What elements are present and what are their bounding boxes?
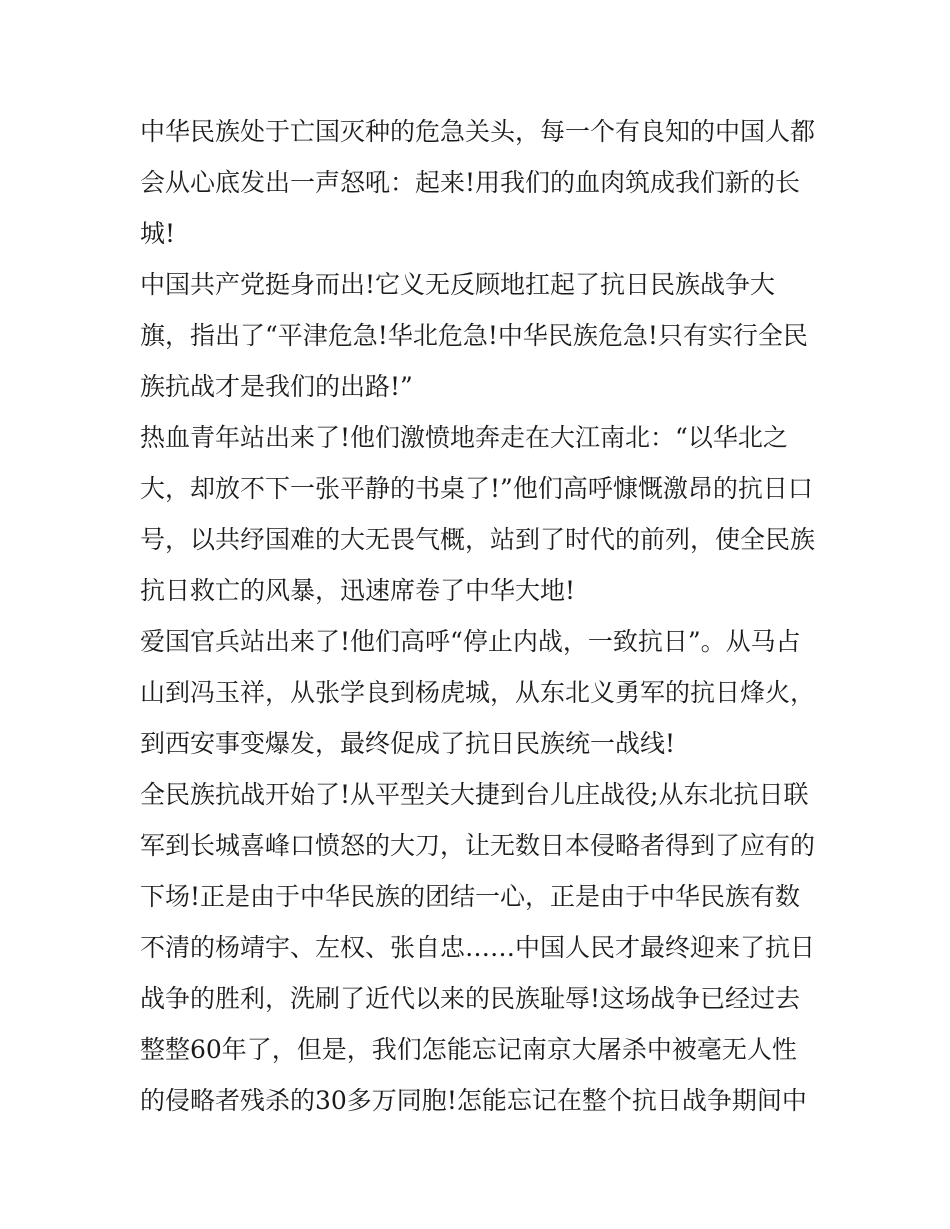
text-line: 中国共产党挺身而出!它义无反顾地扛起了抗日民族战争大	[140, 270, 776, 299]
document-body	[140, 106, 820, 1126]
text-line: 中华民族处于亡国灭种的危急关头，每一个有良知的中国人都	[140, 117, 816, 146]
text-line: 战争的胜利，洗刷了近代以来的民族耻辱!这场战争已经过去	[140, 984, 801, 1013]
text-line: 会从心底发出一声怒吼：起来!用我们的血肉筑成我们新的长	[140, 168, 801, 197]
text-line: 爱国官兵站出来了!他们高呼“停止内战，一致抗日”。从马占	[140, 627, 801, 656]
text-line: 整整60年了，但是，我们怎能忘记南京大屠杀中被毫无人性	[140, 1035, 797, 1064]
text-line: 大，却放不下一张平静的书桌了!”他们高呼慷慨激昂的抗日口	[140, 474, 813, 503]
text-line: 山到冯玉祥，从张学良到杨虎城，从东北义勇军的抗日烽火，	[140, 678, 816, 707]
text-line: 族抗战才是我们的出路!”	[140, 372, 413, 401]
text-line: 到西安事变爆发，最终促成了抗日民族统一战线!	[140, 729, 676, 758]
text-line: 下场!正是由于中华民族的团结一心，正是由于中华民族有数	[140, 882, 801, 911]
text-line: 城!	[140, 219, 176, 248]
text-line: 旗，指出了“平津危急!华北危急!中华民族危急!只有实行全民	[140, 321, 808, 350]
text-line: 不清的杨靖宇、左权、张自忠……中国人民才最终迎来了抗日	[140, 933, 816, 962]
text-line: 军到长城喜峰口愤怒的大刀，让无数日本侵略者得到了应有的	[140, 831, 816, 860]
text-line: 号，以共纾国难的大无畏气概，站到了时代的前列，使全民族	[140, 525, 816, 554]
text-line: 全民族抗战开始了!从平型关大捷到台儿庄战役;从东北抗日联	[140, 780, 809, 809]
text-line: 抗日救亡的风暴，迅速席卷了中华大地!	[140, 576, 576, 605]
text-line: 热血青年站出来了!他们激愤地奔走在大江南北：“以华北之	[140, 423, 788, 452]
text-line: 的侵略者残杀的30多万同胞!怎能忘记在整个抗日战争期间中	[140, 1086, 807, 1115]
